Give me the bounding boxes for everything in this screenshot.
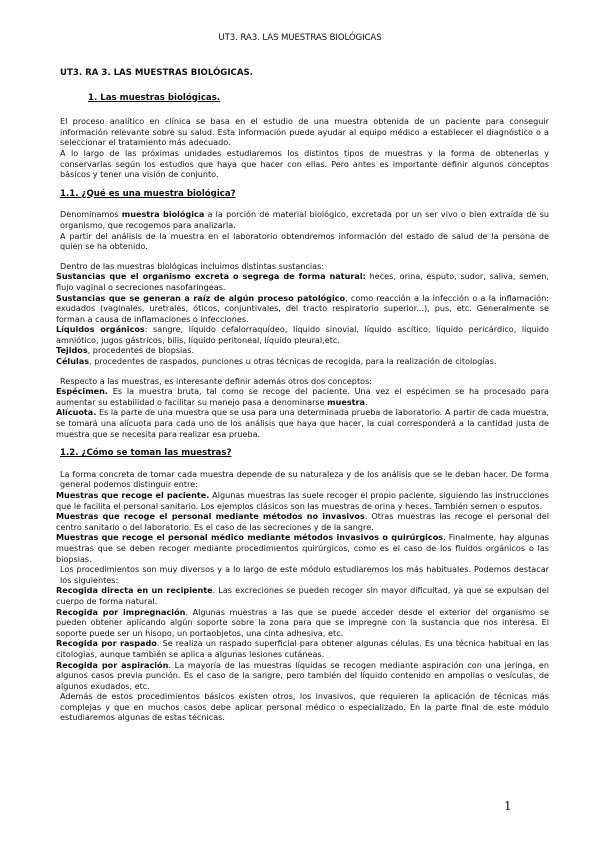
substance-item-cells: [56, 356, 549, 367]
procedure-term: Recogida directa en un recipiente: [56, 585, 213, 596]
collection-noninvasive: [56, 511, 549, 532]
procedure-impregnation: [56, 607, 549, 639]
substance-text: , procedentes de raspados, punciones u otras técnicas de recogida, para la realización de citologías.: [89, 356, 497, 367]
substance-term: Tejidos: [56, 345, 88, 356]
substance-text: , como reacción a la infección o a la inflamación: exudados (vaginales, uretrales, óticos, conjuntivales, del tracto respiratorio superior...), pus, etc. Generalmente se forman a causa de inflamaciones o infecciones.: [56, 292, 549, 324]
concepts-intro: Respecto a las muestras, es interesante definir además otros dos conceptos:: [60, 375, 373, 386]
page-body: [56, 68, 550, 723]
substance-term: Células: [56, 356, 90, 367]
subsection-1-2-title: 1.2. ¿Cómo se toman las muestras?: [60, 448, 232, 459]
concept-term: Alícuota.: [56, 407, 97, 418]
def-pre: Denominamos: [60, 209, 122, 220]
procedures-intro: Los procedimientos son muy diversos y a lo largo de este módulo estudiaremos los más habituales. Podemos destacar los siguientes:: [60, 564, 549, 585]
substance-text: : sangre, líquido cefalorraquídeo, líquido sinovial, líquido ascítico, líquido pericárdico, líquido amniótico, jugos gástricos, bilis, líquido peritoneal, líquido pleural,etc.: [56, 324, 549, 345]
procedure-term: Recogida por raspado: [56, 638, 157, 649]
def-term: muestra biológica: [121, 209, 205, 220]
procedure-direct: [56, 585, 549, 606]
substance-item-tissues: [56, 345, 549, 356]
collection-intro: La forma concreta de tomar cada muestra depende de su naturaleza y de los análisis que se le deban hacer. De forma general podemos distinguir entre:: [60, 468, 549, 490]
collection-text: . Finalmente, hay algunas muestras que se deben recoger mediante procedimientos quirúrgicos, como es el caso de los fluidos orgánicos o las biopsias.: [56, 532, 550, 564]
substance-text: heces, orina, esputo, sudor, saliva, semen, flujo vaginal o secreciones nasofaríngeas.: [56, 271, 549, 292]
substance-item-natural: [56, 271, 549, 292]
concept-text: Es la muestra bruta, tal como se recoge del paciente. Una vez el espécimen se ha procesado para aumentar su estabilidad o facilitar su manejo pasa a denominarse: [56, 386, 549, 407]
collection-patient: [56, 490, 549, 511]
procedure-term: Recogida por aspiración: [56, 659, 169, 670]
running-header: UT3. RA3. LAS MUESTRAS BIOLÓGICAS: [218, 33, 382, 43]
collection-invasive: [56, 532, 549, 564]
concept-aliquot: [56, 407, 549, 439]
procedure-aspiration: [56, 660, 549, 692]
substance-term: Sustancias que el organismo excreta o segrega de forma natural:: [56, 271, 366, 282]
concept-text: Es la parte de una muestra que se usa para una determinada prueba de laboratorio. A partir de cada muestra, se tomará una alícuota para cada uno de los análisis que haya que hacer, la cual corresponderá a la cantidad justa de muestra que se necesita para realizar esa prueba.: [56, 407, 549, 439]
concept-term: Espécimen.: [56, 386, 108, 397]
section-1-title: 1. Las muestras biológicas.: [88, 92, 221, 103]
collection-term: Muestras que recoge el personal médico mediante métodos invasivos o quirúrgicos: [56, 532, 444, 543]
substance-text: , procedentes de biopsias.: [87, 345, 195, 356]
substance-item-liquids: [56, 324, 549, 345]
concept-term-sample: muestra: [327, 396, 365, 407]
substance-item-pathologic: [56, 293, 549, 325]
intro-paragraph-1: El proceso analítico en clínica se basa en el estudio de una muestra obtenida de un paciente para conseguir información relevante sobre su salud. Esta información puede ayudar al equipo médico a establecer el diagnóstico o a seleccionar el tratamiento más adecuado.: [60, 116, 549, 148]
document-title: UT3. RA 3. LAS MUESTRAS BIOLÓGICAS.: [60, 68, 253, 78]
procedure-text: . Algunas muestras a las que se puede acceder desde el exterior del organismo se pueden obtener aplicando algún soporte sobre la zona para que se impregne con la sustancia que nos interesa. El soporte puede ser un hisopo, un portaobjetos, una cinta adhesiva, etc.: [56, 606, 550, 638]
collection-term: Muestras que recoge el paciente.: [56, 490, 210, 500]
collection-term: Muestras que recoge el personal mediante métodos no invasivos: [56, 511, 365, 522]
subsection-1-1-title: 1.1. ¿Qué es una muestra biológica?: [60, 188, 236, 199]
substance-term: Sustancias que se generan a raíz de algún proceso patológico: [56, 292, 346, 303]
collection-text: Algunas muestras las suele recoger el propio paciente, siguiendo las instrucciones que le facilita el personal sanitario. Los ejemplos clásicos son las muestras de orina y heces. También semen o esputos.: [56, 490, 550, 511]
def-post: a la porción de material biológico, excretada por un ser vivo o bien extraída de su organismo, que recogemos para analizarla.: [60, 209, 549, 230]
concept-specimen: [56, 386, 549, 407]
procedure-text: . Se realiza un raspado superficial para obtener algunas células. Es una técnica habitual en las citologías, aunque también se aplica a algunas lesiones cutáneas.: [56, 638, 549, 659]
substances-intro: Dentro de las muestras biológicas incluimos distintas sustancias:: [60, 260, 325, 271]
procedure-scraping: [56, 638, 549, 659]
procedure-text: . La mayoría de las muestras líquidas se recogen mediante aspiración con una jeringa, en algunos casos previa punción. Es el caso de la sangre, pero también del líquido contenido en ampollas o vesículas, de algunos exudados, etc.: [56, 659, 549, 691]
procedure-term: Recogida por impregnación: [56, 606, 186, 617]
substance-term: Líquidos orgánicos: [56, 324, 145, 335]
concept-text-end: .: [365, 396, 368, 407]
procedure-text: . Las excreciones se pueden recoger sin mayor dificultad, ya que se expulsan del cuerpo de forma natural.: [56, 585, 549, 606]
final-paragraph: Además de estos procedimientos básicos existen otros, los invasivos, que requieren la aplicación de técnicas más complejas y que en muchos casos debe aplicar personal médico o especializado. En la parte final de este módulo estudiaremos algunas de estas técnicas.: [60, 691, 549, 723]
page-number: 1: [504, 799, 512, 813]
definition-paragraph-2: A partir del análisis de la muestra en el laboratorio obtendremos información del estado de salud de la persona de quien se ha obtenido.: [60, 230, 549, 252]
intro-paragraph-2: A lo largo de las próximas unidades estudiaremos los distintos tipos de muestras y la forma de obtenerlas y conservarlas según los estudios que haya que hacer con ellas. Pero antes es importante definir algunos conceptos básicos y tener una visión de conjunto.: [60, 147, 549, 180]
definition-paragraph: [60, 209, 549, 230]
collection-text: . Otras muestras las recoge el personal del centro sanitario o del laboratorio. Es el caso de las secreciones y de la sangre.: [56, 511, 549, 532]
